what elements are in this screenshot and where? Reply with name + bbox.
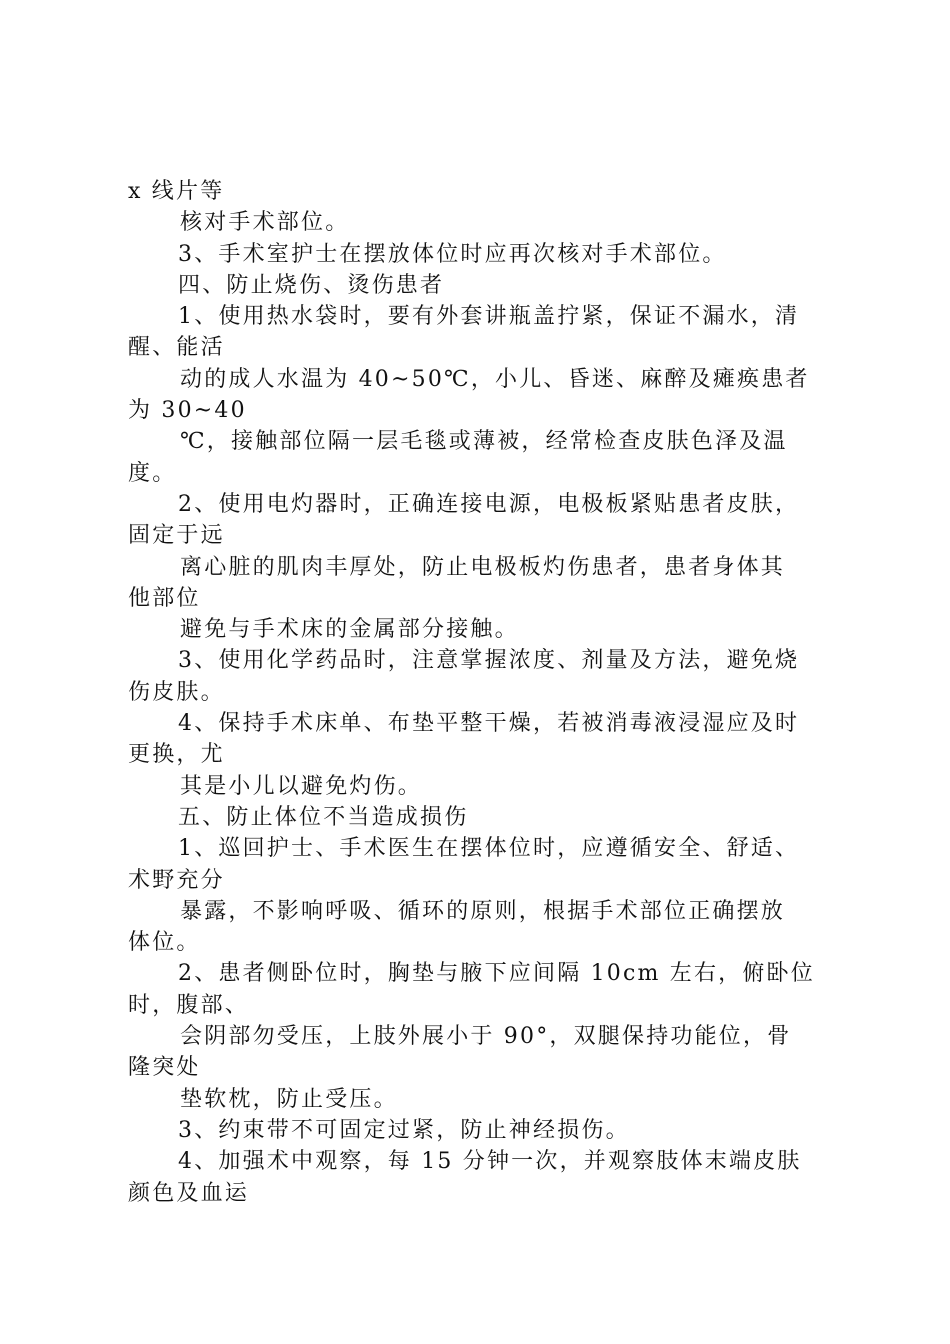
text-line: 2、使用电灼器时，正确连接电源，电极板紧贴患者皮肤，: [178, 491, 800, 517]
text-line: 度。: [128, 460, 177, 486]
text-line: 3、手术室护士在摆放体位时应再次核对手术部位。: [178, 241, 727, 267]
text-line: 1、使用热水袋时，要有外套讲瓶盖拧紧，保证不漏水，清: [178, 304, 800, 330]
section-heading: 五、防止体位不当造成损伤: [178, 804, 469, 830]
text-line: 4、加强术中观察，每 15 分钟一次，并观察肢体末端皮肤: [178, 1149, 802, 1175]
text-line: 3、约束带不可固定过紧，防止神经损伤。: [178, 1117, 630, 1143]
text-line: ℃，接触部位隔一层毛毯或薄被，经常检查皮肤色泽及温: [180, 429, 788, 455]
text-line: 时，腹部、: [128, 992, 250, 1018]
text-line: 颜色及血运: [128, 1180, 250, 1206]
text-line: 离心脏的肌肉丰厚处，防止电极板灼伤患者，患者身体其: [180, 554, 786, 580]
text-line: 避免与手术床的金属部分接触。: [180, 617, 519, 643]
text-line: 暴露，不影响呼吸、循环的原则，根据手术部位正确摆放: [180, 898, 786, 924]
text-line: 3、使用化学药品时，注意掌握浓度、剂量及方法，避免烧: [178, 648, 800, 674]
text-line: 隆突处: [128, 1055, 201, 1081]
text-line: 会阴部勿受压，上肢外展小于 90°，双腿保持功能位，骨: [180, 1024, 792, 1050]
text-line: 4、保持手术床单、布垫平整干燥，若被消毒液浸湿应及时: [178, 711, 800, 737]
text-line: 垫软枕，防止受压。: [180, 1086, 398, 1112]
text-line: x 线片等: [128, 179, 225, 204]
text-line: 动的成人水温为 40~50℃，小儿、昏迷、麻醉及瘫痪患者: [180, 366, 810, 392]
text-line: 更换，尤: [128, 742, 225, 768]
text-line: 核对手术部位。: [180, 210, 350, 236]
text-line: 术野充分: [128, 867, 225, 893]
text-line: 固定于远: [128, 523, 225, 549]
text-line: 体位。: [128, 930, 201, 956]
text-line: 2、患者侧卧位时，胸垫与腋下应间隔 10cm 左右，俯卧位: [178, 961, 815, 987]
text-line: 1、巡回护士、手术医生在摆体位时，应遵循安全、舒适、: [178, 836, 800, 862]
document-body: [128, 176, 834, 1209]
section-heading: 四、防止烧伤、烫伤患者: [178, 272, 445, 298]
text-line: 为 30~40: [128, 398, 247, 424]
text-line: 其是小儿以避免灼伤。: [180, 773, 423, 799]
text-line: 醒、能活: [128, 335, 225, 361]
text-line: 他部位: [128, 585, 201, 611]
text-line: 伤皮肤。: [128, 679, 225, 705]
